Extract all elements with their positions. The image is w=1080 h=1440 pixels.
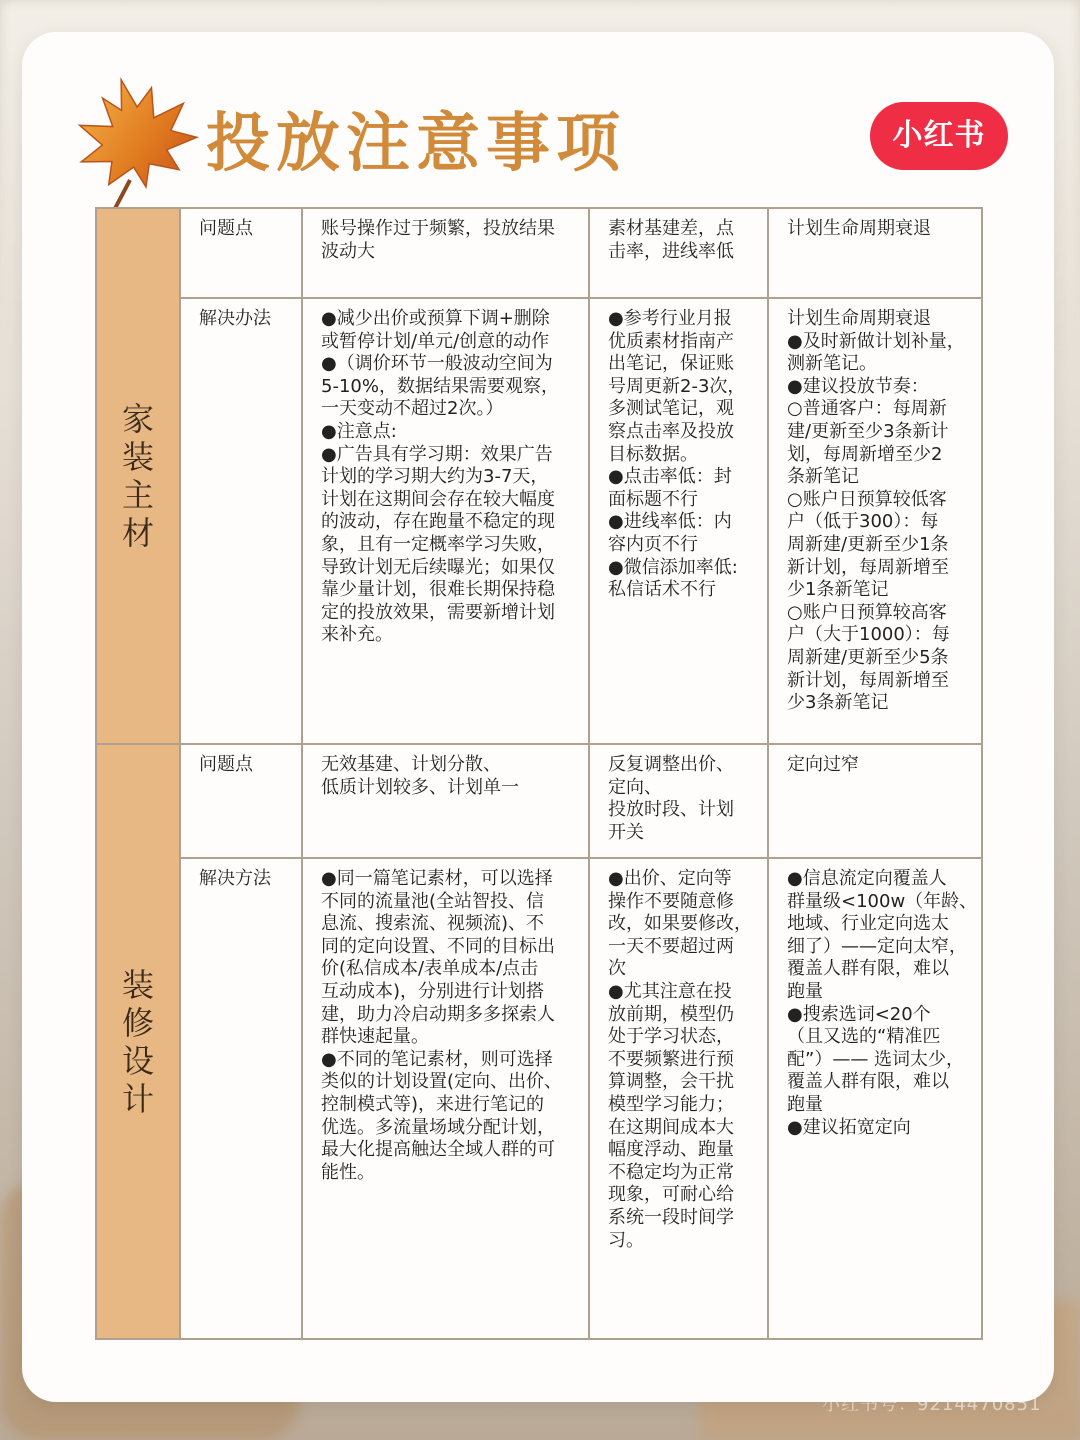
cell-line: 计划生命周期衰退	[787, 218, 931, 239]
row-label: 解决办法	[180, 298, 302, 744]
page-title: 投放注意事项	[206, 107, 626, 181]
cell-line: 现象，可耐心给	[608, 1184, 734, 1206]
row-label: 解决方法	[180, 858, 302, 1339]
maple-leaf-icon	[72, 70, 202, 220]
table-cell	[768, 208, 982, 298]
cell-line: ●减少出价或预算下调+删除	[321, 308, 550, 329]
cell-line: ●不同的笔记素材，则可选择	[321, 1048, 553, 1070]
cell-line: 条新笔记	[787, 466, 859, 488]
table-cell	[768, 858, 982, 1339]
cell-line: 出笔记，保证账	[608, 353, 734, 375]
table-cell	[302, 858, 589, 1339]
cell-line: 计划的学习期大约为3-7天，	[321, 466, 549, 488]
table-cell	[302, 298, 589, 744]
table-cell	[302, 208, 589, 298]
cell-line: 一天不要超过两	[608, 935, 734, 957]
notes-table	[95, 207, 983, 1340]
cell-line: 不稳定均为正常	[608, 1161, 734, 1183]
cell-line: 划，每周新增至少2	[787, 443, 943, 465]
cell-line: 跑量	[787, 980, 823, 1002]
cell-line: ●广告具有学习期：效果广告	[321, 443, 553, 465]
table-row	[96, 858, 982, 1339]
cell-line: 群快速起量。	[321, 1026, 429, 1048]
cell-line: 多测试笔记，观	[608, 398, 734, 420]
watermark: 小红书号：9214470851	[822, 1394, 1042, 1415]
cell-line: 覆盖人群有限，难以	[787, 958, 949, 980]
cell-line: ●尤其注意在投	[608, 980, 732, 1002]
table-cell	[589, 744, 768, 858]
cell-line: 察点击率及投放	[608, 420, 734, 442]
cell-line: 投放时段、计划	[608, 799, 734, 821]
cell-line: 周新建/更新至少5条	[787, 646, 949, 668]
table-cell	[589, 298, 768, 744]
cell-line: 细了）——定向太窄，	[787, 935, 967, 957]
cell-line: 控制模式等)，来进行笔记的	[321, 1093, 545, 1115]
cell-line: 模型学习能力；	[608, 1093, 734, 1115]
cell-line: 户（大于1000）：每	[787, 624, 950, 646]
table-cell	[589, 858, 768, 1339]
cell-line: ●及时新做计划补量，	[787, 330, 965, 352]
cell-line: 容内页不行	[608, 533, 698, 555]
cell-line: ○普通客户：每周新	[787, 398, 947, 420]
cell-line: 账号操作过于频繁，投放结果	[321, 218, 555, 239]
cell-line: 面标题不行	[608, 488, 698, 510]
cell-line: ●参考行业月报	[608, 308, 732, 329]
category-label: 装修设计	[121, 965, 154, 1118]
cell-line: ○账户日预算较高客	[787, 601, 947, 623]
cell-line: 改，如果要修改，	[608, 913, 752, 935]
cell-line: ●进线率低：内	[608, 511, 732, 533]
cell-line: 习。	[608, 1229, 644, 1251]
cell-line: 测新笔记。	[787, 353, 877, 375]
table-cell	[768, 298, 982, 744]
category-label: 家装主材	[121, 400, 154, 552]
cell-line: ●出价、定向等	[608, 868, 732, 889]
cell-line: 来补充。	[321, 624, 393, 646]
table-cell	[589, 208, 768, 298]
cell-line: ●搜索选词<20个	[787, 1003, 931, 1025]
cell-line: 的波动，存在跑量不稳定的现	[321, 511, 555, 533]
cell-line: 地域、行业定向选太	[787, 913, 949, 935]
cell-line: 处于学习状态，	[608, 1026, 734, 1048]
cell-line: 低质计划较多、计划单一	[321, 776, 519, 798]
cell-line: 导致计划无后续曝光；如果仅	[321, 556, 555, 578]
cell-line: 无效基建、计划分散、	[321, 754, 501, 775]
table-row	[96, 744, 982, 858]
cell-line: 优选。多流量场域分配计划，	[321, 1116, 555, 1138]
cell-line: 少3条新笔记	[787, 692, 889, 714]
cell-line: 系统一段时间学	[608, 1206, 734, 1228]
cell-line: ●注意点:	[321, 420, 397, 442]
cell-line: 覆盖人群有限，难以	[787, 1071, 949, 1093]
cell-line: 建，助力冷启动期多多探索人	[321, 1003, 555, 1025]
cell-line: 定向过窄	[787, 754, 859, 775]
cell-line: 群量级<100w（年龄、	[787, 890, 978, 912]
cell-line: 周新建/更新至少1条	[787, 533, 949, 555]
cell-line: 少1条新笔记	[787, 579, 889, 601]
cell-line: ○账户日预算较低客	[787, 488, 947, 510]
table-cell	[768, 744, 982, 858]
row-label: 问题点	[180, 744, 302, 858]
cell-line: 一天变动不超过2次。）	[321, 398, 504, 420]
table-row	[96, 208, 982, 298]
category-cell	[96, 208, 180, 744]
cell-line: 幅度浮动、跑量	[608, 1139, 734, 1161]
cell-line: ●点击率低：封	[608, 466, 732, 488]
cell-line: 建/更新至少3条新计	[787, 420, 949, 442]
cell-line: 优质素材指南产	[608, 330, 734, 352]
cell-line: 或暂停计划/单元/创意的动作	[321, 330, 550, 352]
table-row	[96, 298, 982, 744]
cell-line: ●微信添加率低:	[608, 556, 738, 578]
cell-line: 击率，进线率低	[608, 240, 734, 262]
cell-line: ●建议拓宽定向	[787, 1116, 911, 1138]
row-label: 问题点	[180, 208, 302, 298]
cell-line: 靠少量计划，很难长期保持稳	[321, 579, 555, 601]
cell-line: 定的投放效果，需要新增计划	[321, 601, 555, 623]
cell-line: ●（调价环节一般波动空间为	[321, 353, 553, 375]
cell-line: 放前期，模型仍	[608, 1003, 734, 1025]
xiaohongshu-logo: 小红书	[870, 102, 1008, 170]
cell-line: 不要频繁进行预	[608, 1048, 734, 1070]
cell-line: 计划生命周期衰退	[787, 308, 931, 329]
cell-line: ●建议投放节奏：	[787, 375, 929, 397]
cell-line: 息流、搜索流、视频流)、不	[321, 913, 545, 935]
cell-line: 素材基建差，点	[608, 218, 734, 239]
cell-line: （且又选的“精准匹	[787, 1026, 941, 1048]
cell-line: 计划在这期间会存在较大幅度	[321, 488, 555, 510]
cell-line: 互动成本)，分别进行计划搭	[321, 980, 545, 1002]
cell-line: 开关	[608, 821, 644, 843]
cell-line: 号周更新2-3次，	[608, 375, 746, 397]
cell-line: 反复调整出价、	[608, 754, 734, 775]
cell-line: 私信话术不行	[608, 579, 716, 601]
cell-line: ●同一篇笔记素材，可以选择	[321, 868, 553, 889]
cell-line: 配”）—— 选词太少，	[787, 1048, 965, 1070]
cell-line: 定向、	[608, 776, 662, 798]
cell-line: 价(私信成本/表单成本/点击	[321, 958, 539, 980]
cell-line: 最大化提高触达全域人群的可	[321, 1139, 555, 1161]
cell-line: 次	[608, 958, 626, 980]
cell-line: 算调整，会干扰	[608, 1071, 734, 1093]
cell-line: 不同的流量池(全站智投、信	[321, 890, 545, 912]
cell-line: ●信息流定向覆盖人	[787, 868, 947, 889]
table-cell	[302, 744, 589, 858]
cell-line: 在这期间成本大	[608, 1116, 734, 1138]
header	[22, 32, 1054, 212]
cell-line: 跑量	[787, 1093, 823, 1115]
cell-line: 同的定向设置、不同的目标出	[321, 935, 555, 957]
cell-line: 象，且有一定概率学习失败，	[321, 533, 555, 555]
cell-line: 户（低于300）：每	[787, 511, 939, 533]
cell-line: 操作不要随意修	[608, 890, 734, 912]
cell-line: 波动大	[321, 240, 375, 262]
cell-line: 新计划，每周新增至	[787, 669, 949, 691]
cell-line: 新计划，每周新增至	[787, 556, 949, 578]
category-cell	[96, 744, 180, 1339]
cell-line: 类似的计划设置(定向、出价、	[321, 1071, 563, 1093]
cell-line: 能性。	[321, 1161, 375, 1183]
cell-line: 目标数据。	[608, 443, 698, 465]
content-card	[22, 32, 1054, 1402]
cell-line: 5-10%，数据结果需要观察，	[321, 375, 559, 397]
